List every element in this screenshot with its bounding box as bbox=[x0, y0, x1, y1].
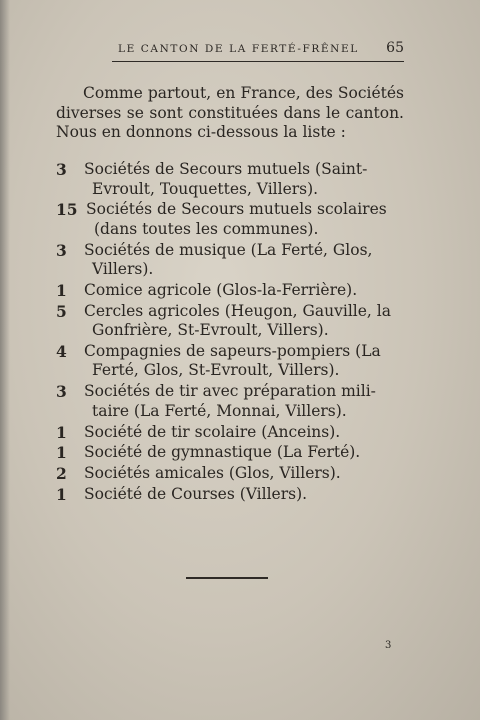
society-description bbox=[84, 443, 406, 463]
society-count: 1 bbox=[56, 422, 67, 442]
society-description bbox=[84, 382, 406, 421]
society-description bbox=[86, 200, 406, 239]
society-description bbox=[84, 485, 406, 505]
society-count: 3 bbox=[56, 382, 67, 402]
society-count: 1 bbox=[56, 443, 67, 463]
society-description-line: Société de gymnastique (La Ferté). bbox=[84, 443, 361, 462]
society-list-item bbox=[56, 443, 406, 463]
society-description bbox=[84, 342, 406, 381]
society-count: 1 bbox=[56, 280, 67, 300]
society-description-line: Sociétés de Secours mutuels (Saint- bbox=[84, 160, 368, 178]
society-description-line: Compagnies de sapeurs-pompiers (La bbox=[84, 341, 381, 360]
society-count: 3 bbox=[56, 160, 67, 179]
society-description-continuation: Ferté, Glos, St-Evroult, Villers). bbox=[92, 361, 340, 380]
society-list-item bbox=[56, 382, 406, 421]
page-number: 65 bbox=[386, 40, 404, 56]
society-count: 3 bbox=[56, 240, 67, 260]
society-list bbox=[56, 160, 406, 506]
society-list-item bbox=[56, 281, 406, 301]
society-count: 1 bbox=[56, 484, 67, 504]
society-description-continuation: (dans toutes les communes). bbox=[94, 219, 319, 238]
intro-text: Comme partout, en France, des Sociétés diverses se sont constituées dans le canton. Nous en donnons ci-dessous la liste : bbox=[56, 84, 404, 141]
society-list-item bbox=[56, 160, 406, 199]
society-description-line: Sociétés de Secours mutuels scolaires bbox=[86, 200, 387, 219]
running-header bbox=[114, 40, 404, 60]
society-list-item bbox=[56, 464, 406, 484]
running-header-title: LE CANTON DE LA FERTÉ-FRÊNEL bbox=[118, 43, 359, 55]
society-count: 5 bbox=[56, 301, 67, 321]
society-list-item bbox=[56, 485, 406, 505]
society-description-line: Cercles agricoles (Heugon, Gauville, la bbox=[84, 301, 391, 320]
society-description-line: Société de Courses (Villers). bbox=[84, 484, 308, 503]
society-description-line: Sociétés amicales (Glos, Villers). bbox=[84, 464, 341, 483]
society-description bbox=[84, 464, 406, 484]
intro-paragraph bbox=[56, 84, 404, 143]
society-list-item bbox=[56, 423, 406, 443]
society-description-continuation: Evroult, Touquettes, Villers). bbox=[92, 179, 319, 198]
society-list-item bbox=[56, 200, 406, 239]
society-description bbox=[84, 302, 406, 341]
signature-mark: 3 bbox=[385, 640, 392, 651]
page-edge-shadow bbox=[0, 0, 10, 720]
society-description-line: Comice agricole (Glos-la-Ferrière). bbox=[84, 280, 358, 299]
society-count: 2 bbox=[56, 464, 67, 484]
society-description-continuation: Villers). bbox=[92, 260, 154, 279]
society-description bbox=[84, 423, 406, 443]
society-description-line: Sociétés de musique (La Ferté, Glos, bbox=[84, 240, 373, 259]
society-description bbox=[84, 281, 406, 301]
society-description-continuation: Gonfrière, St-Evroult, Villers). bbox=[92, 321, 329, 340]
society-description-line: Sociétés de tir avec préparation mili- bbox=[84, 382, 376, 401]
society-count: 4 bbox=[56, 341, 67, 361]
society-count: 15 bbox=[56, 200, 78, 220]
society-list-item bbox=[56, 241, 406, 280]
society-list-item bbox=[56, 342, 406, 381]
society-description-line: Société de tir scolaire (Anceins). bbox=[84, 422, 341, 441]
society-list-item bbox=[56, 302, 406, 341]
header-rule bbox=[112, 61, 404, 62]
society-description-continuation: taire (La Ferté, Monnai, Villers). bbox=[92, 401, 347, 420]
closing-rule bbox=[186, 577, 268, 579]
society-description bbox=[84, 160, 406, 199]
society-description bbox=[84, 241, 406, 280]
